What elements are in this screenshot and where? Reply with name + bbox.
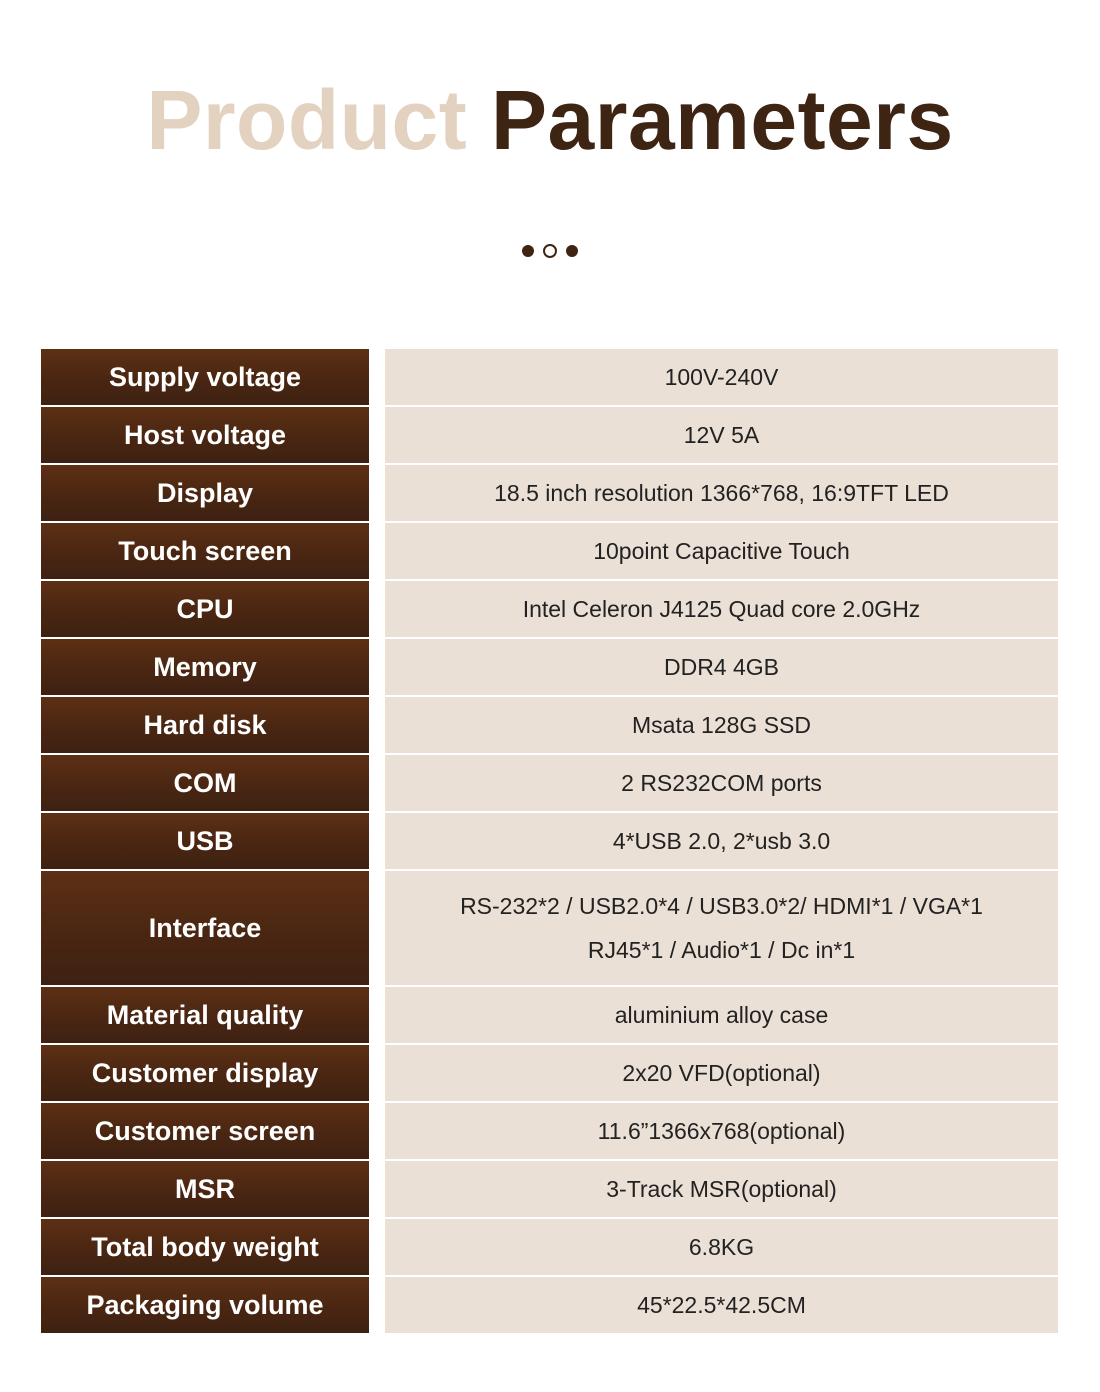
title-word-parameters: Parameters: [491, 73, 954, 167]
column-gap: [369, 871, 385, 985]
dot-filled-icon: [566, 245, 578, 257]
param-label: CPU: [41, 581, 369, 637]
table-row: [41, 581, 1058, 637]
table-row: [41, 639, 1058, 695]
param-value-line: 6.8KG: [688, 1234, 755, 1260]
column-gap: [369, 987, 385, 1043]
column-gap: [369, 697, 385, 753]
param-label: Memory: [41, 639, 369, 695]
table-row: [41, 1045, 1058, 1101]
column-gap: [369, 1161, 385, 1217]
param-value-line: 2 RS232COM ports: [621, 770, 822, 796]
param-value: [385, 871, 1058, 985]
param-value-line: aluminium alloy case: [614, 1002, 829, 1028]
table-row: [41, 1103, 1058, 1159]
column-gap: [369, 581, 385, 637]
param-value: [385, 1161, 1058, 1217]
parameters-table: [41, 349, 1058, 1333]
table-row: [41, 871, 1058, 985]
column-gap: [369, 755, 385, 811]
param-value: [385, 1045, 1058, 1101]
param-label: Display: [41, 465, 369, 521]
param-value: [385, 639, 1058, 695]
table-row: [41, 407, 1058, 463]
title-word-product: Product: [146, 73, 468, 167]
param-value-line: 10point Capacitive Touch: [593, 538, 850, 564]
table-row: [41, 523, 1058, 579]
param-value-line: 18.5 inch resolution 1366*768, 16:9TFT LED: [494, 480, 949, 506]
table-row: [41, 1219, 1058, 1275]
param-label: Supply voltage: [41, 349, 369, 405]
param-label: Packaging volume: [41, 1277, 369, 1333]
column-gap: [369, 349, 385, 405]
param-value: [385, 755, 1058, 811]
param-value: [385, 523, 1058, 579]
param-value-line: 4*USB 2.0, 2*usb 3.0: [612, 828, 831, 854]
param-label: Host voltage: [41, 407, 369, 463]
table-row: [41, 465, 1058, 521]
param-value-line: 3-Track MSR(optional): [606, 1176, 837, 1202]
param-value: [385, 813, 1058, 869]
param-value-line: Intel Celeron J4125 Quad core 2.0GHz: [522, 596, 921, 622]
page-title: [0, 70, 1100, 170]
param-label: Touch screen: [41, 523, 369, 579]
table-row: [41, 349, 1058, 405]
param-value: [385, 407, 1058, 463]
column-gap: [369, 1045, 385, 1101]
param-value-line: 12V 5A: [683, 422, 760, 448]
param-value: [385, 1277, 1058, 1333]
param-value-line: 100V-240V: [664, 364, 779, 390]
decorative-dots: [0, 245, 1100, 258]
param-value: [385, 1103, 1058, 1159]
param-value: [385, 987, 1058, 1043]
table-row: [41, 813, 1058, 869]
column-gap: [369, 639, 385, 695]
param-label: COM: [41, 755, 369, 811]
column-gap: [369, 1277, 385, 1333]
dot-filled-icon: [522, 245, 534, 257]
dot-hollow-icon: [543, 244, 557, 258]
param-value-line: RJ45*1 / Audio*1 / Dc in*1: [587, 937, 856, 963]
param-value-line: Msata 128G SSD: [632, 712, 811, 738]
param-label: Interface: [41, 871, 369, 985]
table-row: [41, 697, 1058, 753]
table-row: [41, 1277, 1058, 1333]
param-label: Customer display: [41, 1045, 369, 1101]
column-gap: [369, 523, 385, 579]
table-row: [41, 755, 1058, 811]
column-gap: [369, 465, 385, 521]
param-value-line: DDR4 4GB: [663, 654, 780, 680]
column-gap: [369, 1103, 385, 1159]
column-gap: [369, 1219, 385, 1275]
param-value-line: RS-232*2 / USB2.0*4 / USB3.0*2/ HDMI*1 / VGA*1: [460, 893, 983, 919]
param-label: Customer screen: [41, 1103, 369, 1159]
param-label: Total body weight: [41, 1219, 369, 1275]
param-value-line: 2x20 VFD(optional): [622, 1060, 821, 1086]
param-label: USB: [41, 813, 369, 869]
table-row: [41, 987, 1058, 1043]
param-value: [385, 349, 1058, 405]
param-value: [385, 1219, 1058, 1275]
param-label: Material quality: [41, 987, 369, 1043]
param-value-line: 45*22.5*42.5CM: [637, 1292, 806, 1318]
column-gap: [369, 813, 385, 869]
param-label: MSR: [41, 1161, 369, 1217]
column-gap: [369, 407, 385, 463]
param-value: [385, 697, 1058, 753]
param-value: [385, 581, 1058, 637]
param-value: [385, 465, 1058, 521]
param-value-line: 11.6”1366x768(optional): [597, 1118, 846, 1144]
param-label: Hard disk: [41, 697, 369, 753]
table-row: [41, 1161, 1058, 1217]
